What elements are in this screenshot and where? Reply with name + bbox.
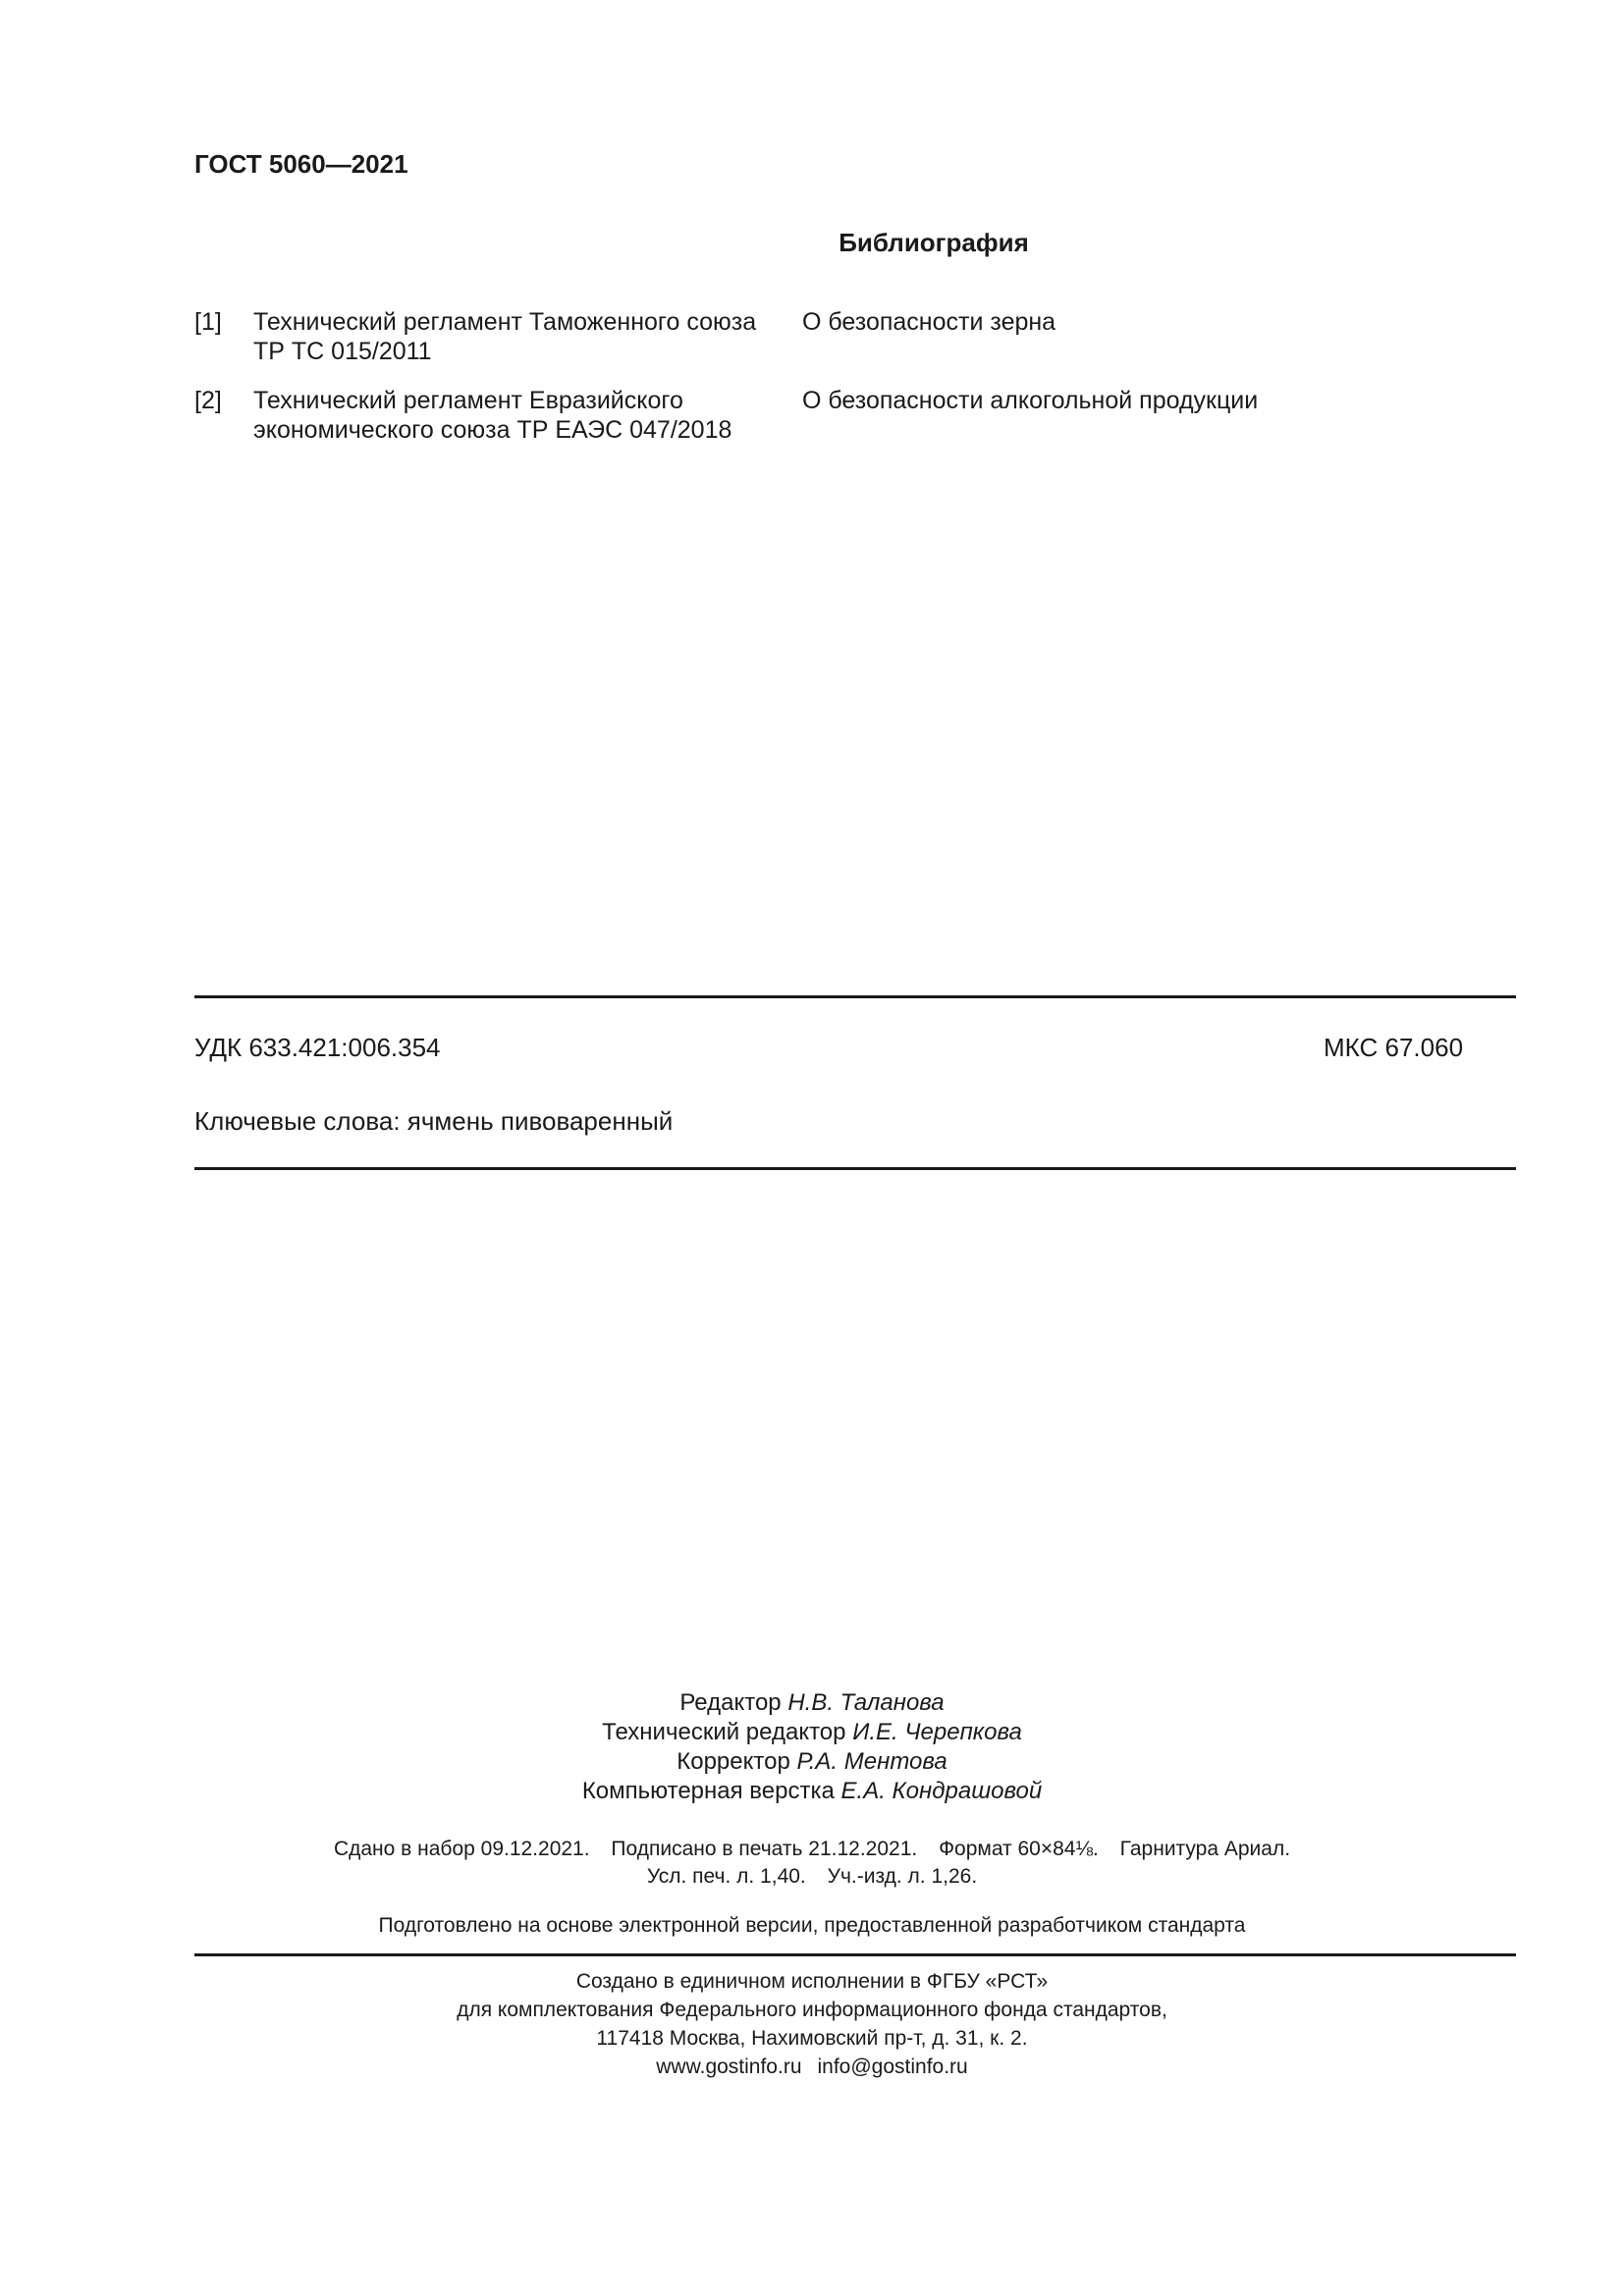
reference-source-line: ТР ТС 015/2011 xyxy=(253,338,432,365)
credit-role: Технический редактор xyxy=(602,1719,846,1745)
divider xyxy=(194,1953,1516,1956)
footer-line: 117418 Москва, Нахимовский пр-т, д. 31, к. 2. xyxy=(596,2027,1028,2050)
reference-title: О безопасности зерна xyxy=(802,308,1056,336)
credit-line xyxy=(0,1688,1624,1718)
document-code: ГОСТ 5060—2021 xyxy=(194,149,408,179)
print-info xyxy=(0,1836,1624,1891)
mks-code: МКС 67.060 xyxy=(1324,1033,1464,1062)
print-sheets: Усл. печ. л. 1,40. xyxy=(646,1865,806,1888)
credit-name: И.Е. Черепкова xyxy=(852,1719,1022,1745)
publisher-sheets: Уч.-изд. л. 1,26. xyxy=(827,1865,978,1888)
credit-line xyxy=(0,1747,1624,1777)
print-info-line xyxy=(0,1863,1624,1891)
credit-name: Р.А. Ментова xyxy=(796,1748,947,1775)
reference-number: [2] xyxy=(194,387,222,414)
credit-role: Корректор xyxy=(677,1748,790,1775)
divider xyxy=(194,995,1516,998)
print-info-line xyxy=(0,1836,1624,1863)
credits-block xyxy=(0,1688,1624,1806)
credit-line xyxy=(0,1718,1624,1747)
reference-source-line: Технический регламент Евразийского xyxy=(253,387,683,414)
reference-number: [1] xyxy=(194,308,222,336)
email-link[interactable]: info@gostinfo.ru xyxy=(817,2056,968,2078)
prepared-note: Подготовлено на основе электронной версии, предоставленной разработчиком стандарта xyxy=(378,1914,1246,1937)
divider xyxy=(194,1167,1516,1170)
website-link[interactable]: www.gostinfo.ru xyxy=(656,2056,802,2078)
credit-name: Н.В. Таланова xyxy=(787,1689,945,1716)
reference-source-line: Технический регламент Таможенного союза xyxy=(253,308,757,336)
publisher-footer xyxy=(0,1967,1624,2081)
reference-title: О безопасности алкогольной продукции xyxy=(802,387,1259,414)
footer-line: Создано в единичном исполнении в ФГБУ «РСТ» xyxy=(575,1970,1049,1993)
reference-source xyxy=(253,307,784,366)
paper-format: Формат 60×84⅛. xyxy=(939,1838,1099,1860)
bibliography-title: Библиография xyxy=(839,228,1029,257)
reference-source xyxy=(253,386,784,445)
typeface: Гарнитура Ариал. xyxy=(1119,1838,1291,1860)
credit-name: Е.А. Кондрашовой xyxy=(840,1778,1043,1804)
credit-role: Редактор xyxy=(679,1689,782,1716)
signed-date: Подписано в печать 21.12.2021. xyxy=(611,1838,918,1860)
credit-line xyxy=(0,1777,1624,1806)
credit-role: Компьютерная верстка xyxy=(581,1778,835,1804)
keywords: Ключевые слова: ячмень пивоваренный xyxy=(194,1106,674,1136)
footer-line: для комплектования Федерального информационного фонда стандартов, xyxy=(457,1999,1167,2021)
udk-code: УДК 633.421:006.354 xyxy=(194,1033,441,1062)
submitted-date: Сдано в набор 09.12.2021. xyxy=(333,1838,590,1860)
footer-contacts xyxy=(0,2053,1624,2081)
reference-source-line: экономического союза ТР ЕАЭС 047/2018 xyxy=(253,416,732,444)
